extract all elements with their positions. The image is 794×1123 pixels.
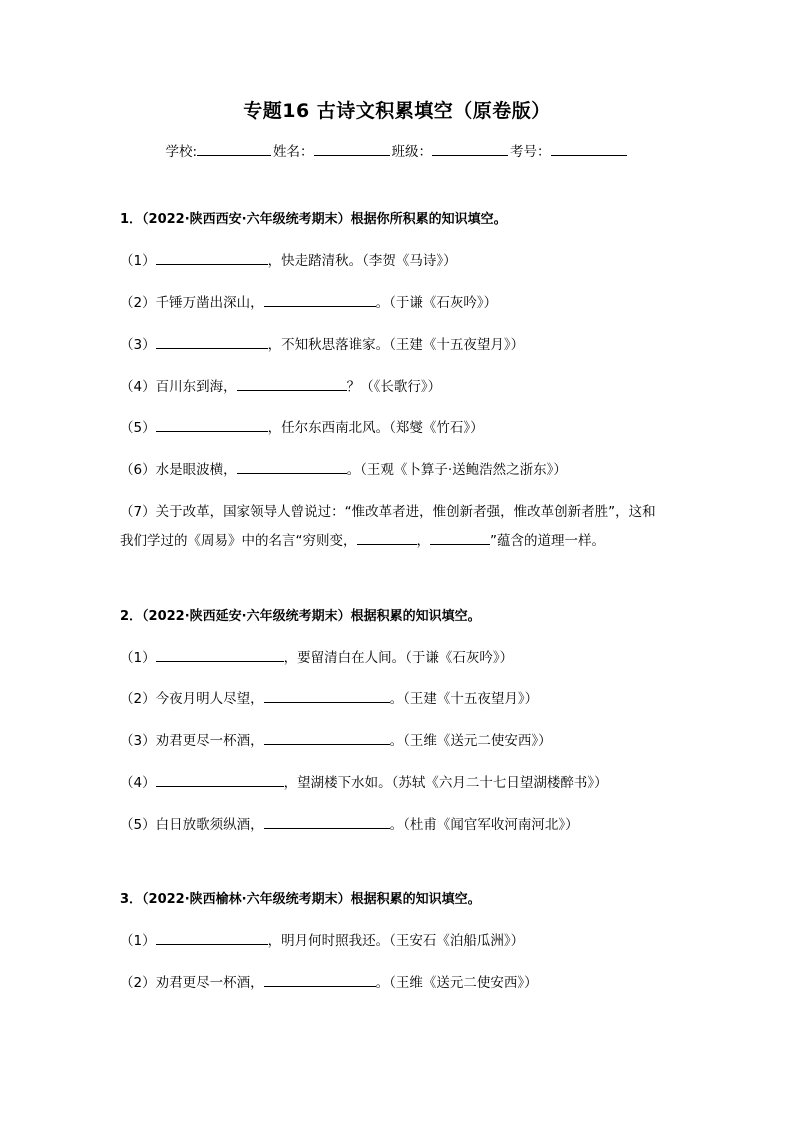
q2-item-2-prefix: （2）今夜月明人尽望， [120, 691, 264, 707]
class-label: 班级： [391, 144, 433, 160]
q2-item-5-prefix: （5）白日放歌须纵酒， [120, 817, 264, 833]
q1-item-5 [120, 416, 484, 436]
q1-item-4 [120, 375, 441, 395]
answer-blank[interactable] [156, 647, 284, 662]
q2-item-5-suffix: 。（杜甫《闻官军收河南河北》） [389, 817, 579, 833]
q3-item-2-suffix: 。（王维《送元二使安西》） [375, 975, 538, 991]
answer-blank[interactable] [264, 688, 390, 703]
q2-item-3-suffix: 。（王维《送元二使安西》） [389, 733, 552, 749]
q1-item-7-comma: ， [416, 533, 430, 549]
q2-item-2 [120, 687, 538, 707]
answer-blank[interactable] [264, 814, 390, 829]
q1-item-2-prefix: （2）千锤万凿出深山， [120, 295, 264, 311]
q1-item-3-prefix: （3） [120, 337, 156, 353]
q1-item-7-line-2 [120, 529, 605, 549]
answer-blank[interactable] [264, 730, 390, 745]
q1-item-4-prefix: （4）百川东到海， [120, 379, 237, 395]
school-label: 学校: [165, 144, 198, 160]
q1-item-3 [120, 333, 524, 353]
answer-blank[interactable] [237, 459, 347, 474]
school-field[interactable] [197, 142, 271, 156]
answer-blank[interactable] [430, 530, 490, 545]
name-label: 姓名： [273, 144, 314, 160]
q1-item-5-prefix: （5） [120, 420, 156, 436]
q2-item-1-suffix: ，要留清白在人间。（于谦《石灰吟》） [283, 650, 514, 666]
q1-item-6-prefix: （6）水是眼波横， [120, 462, 237, 478]
question-3-heading: 3．（2022·陕西榆林·六年级统考期末）根据积累的知识填空。 [120, 892, 481, 907]
page-title: 专题16 古诗文积累填空（原卷版） [243, 100, 551, 122]
number-field[interactable] [551, 142, 627, 156]
number-label: 考号： [510, 144, 551, 160]
answer-blank[interactable] [357, 530, 417, 545]
q1-item-1 [120, 249, 457, 269]
q2-item-3-prefix: （3）劝君更尽一杯酒， [120, 733, 264, 749]
q1-item-6 [120, 458, 567, 478]
q2-item-4 [120, 771, 608, 791]
q1-item-1-suffix: ，快走踏清秋。（李贺《马诗》） [267, 253, 457, 269]
q1-item-5-suffix: ，任尔东西南北风。（郑燮《竹石》） [267, 420, 484, 436]
q1-item-2 [120, 291, 497, 311]
q2-item-1 [120, 646, 513, 666]
class-field[interactable] [432, 142, 508, 156]
q1-item-2-suffix: 。（于谦《石灰吟》） [375, 295, 498, 311]
q1-item-6-suffix: 。（王观《卜算子·送鲍浩然之浙东》） [346, 462, 567, 478]
q2-item-4-prefix: （4） [120, 775, 156, 791]
answer-blank[interactable] [156, 417, 268, 432]
answer-blank[interactable] [264, 292, 376, 307]
q1-item-7-prefix: 我们学过的《周易》中的名言“穷则变， [120, 533, 357, 549]
q1-item-7-line-1: （7）关于改革，国家领导人曾说过：“惟改革者进，惟创新者强，惟改革创新者胜”，这和 [120, 504, 656, 520]
q2-item-5 [120, 813, 579, 833]
q3-item-1-prefix: （1） [120, 933, 156, 949]
answer-blank[interactable] [156, 250, 268, 265]
q3-item-1-suffix: ，明月何时照我还。（王安石《泊船瓜洲》） [267, 933, 525, 949]
question-1-heading: 1．（2022·陕西西安·六年级统考期末）根据你所积累的知识填空。 [120, 212, 507, 227]
q2-item-4-suffix: ，望湖楼下水如。（苏轼《六月二十七日望湖楼醉书》） [283, 775, 608, 791]
student-info-row [0, 140, 794, 160]
answer-blank[interactable] [156, 772, 284, 787]
q2-item-3 [120, 729, 552, 749]
q3-item-2-prefix: （2）劝君更尽一杯酒， [120, 975, 264, 991]
q1-item-7-suffix: ”蕴含的道理一样。 [490, 533, 605, 549]
q3-item-1 [120, 929, 524, 949]
q1-item-1-prefix: （1） [120, 253, 156, 269]
answer-blank[interactable] [264, 972, 376, 987]
question-2-heading: 2．（2022·陕西延安·六年级统考期末）根据积累的知识填空。 [120, 609, 481, 624]
q1-item-4-suffix: ？（《长歌行》） [346, 379, 442, 395]
answer-blank[interactable] [237, 376, 347, 391]
q2-item-2-suffix: 。（王建《十五夜望月》） [389, 691, 539, 707]
name-field[interactable] [314, 142, 390, 156]
answer-blank[interactable] [156, 930, 268, 945]
q1-item-3-suffix: ，不知秋思落谁家。（王建《十五夜望月》） [267, 337, 525, 353]
q3-item-2 [120, 971, 538, 991]
q2-item-1-prefix: （1） [120, 650, 156, 666]
answer-blank[interactable] [156, 334, 268, 349]
